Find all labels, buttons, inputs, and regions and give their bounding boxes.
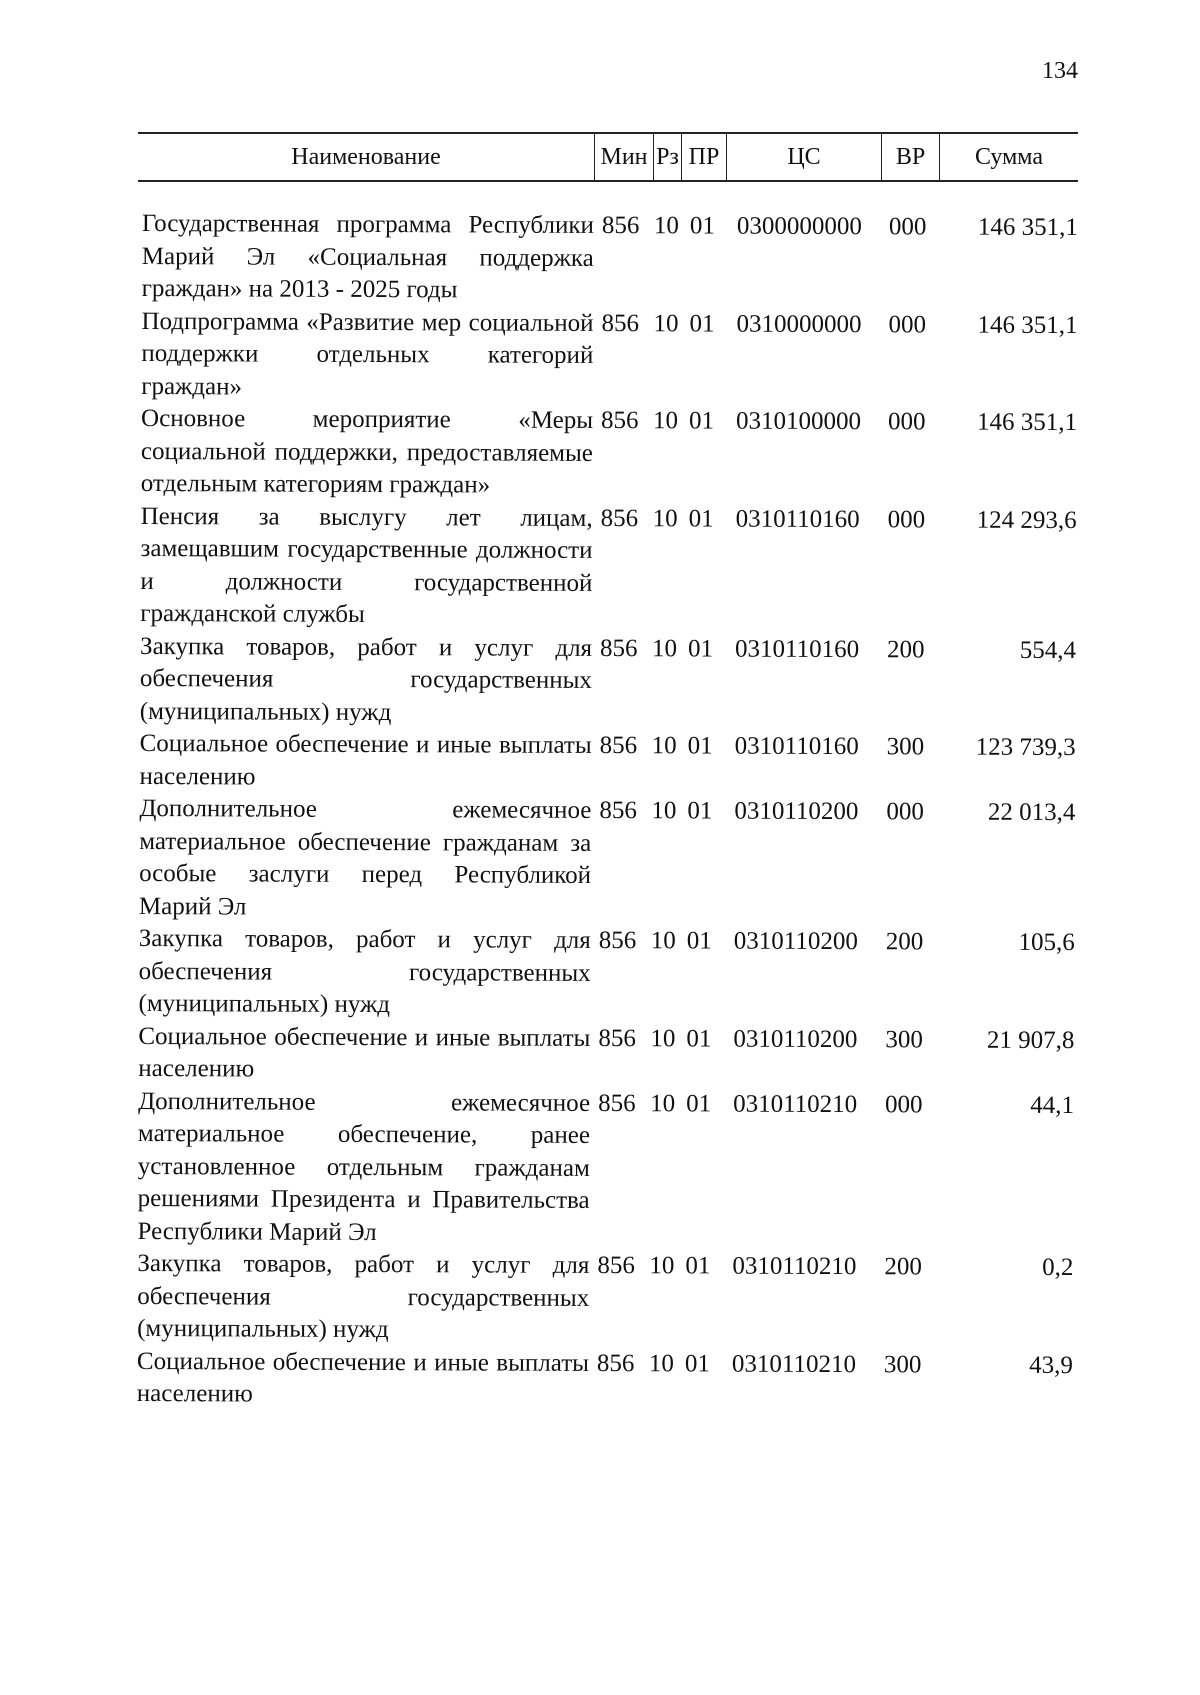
cell-name: Социальное обеспечение и иные выплаты населению <box>136 1347 590 1408</box>
cell-vr: 000 <box>888 213 927 241</box>
cell-cs: 0310110200 <box>733 1025 858 1053</box>
cell-name: Основное мероприятие «Меры социальной поддержки, предоставляемые отдельным категориям граждан» <box>140 404 594 499</box>
cell-vr: 200 <box>887 635 925 663</box>
cell-min: 856 <box>599 732 638 760</box>
cell-vr: 300 <box>883 1350 922 1378</box>
cell-name: Социальное обеспечение и иные выплаты населению <box>139 729 592 791</box>
table-row <box>138 1020 1078 1089</box>
cell-vr: 000 <box>885 1090 923 1118</box>
cell-rz: 10 <box>651 732 677 760</box>
cell-name: Дополнительное ежемесячное материальное обеспечение, ранее установленное отдельным гражданам решениями Президента и Правительства Республики Марий Эл <box>137 1087 591 1246</box>
cell-sum: 146 351,1 <box>977 408 1078 437</box>
cell-pr: 01 <box>685 1252 711 1280</box>
table-row <box>142 208 1082 310</box>
cell-sum: 0,2 <box>1042 1253 1074 1282</box>
cell-min: 856 <box>601 407 639 435</box>
table-row <box>139 728 1079 797</box>
cell-name: Пенсия за выслугу лет лицам, замещавшим государственные должности и должности государственной гражданской службы <box>140 502 593 628</box>
cell-min: 856 <box>600 634 638 662</box>
table-row <box>141 305 1081 407</box>
cell-sum: 124 293,6 <box>976 506 1077 534</box>
header-vr: ВР <box>881 134 939 180</box>
cell-cs: 0310110200 <box>733 927 858 956</box>
cell-pr: 01 <box>684 1349 711 1377</box>
cell-cs: 0310110210 <box>731 1350 857 1378</box>
cell-pr: 01 <box>687 797 713 825</box>
cell-vr: 000 <box>886 798 924 826</box>
cell-sum: 146 351,1 <box>977 213 1078 242</box>
cell-min: 856 <box>600 504 639 532</box>
cell-rz: 10 <box>652 634 678 662</box>
cell-sum: 22 013,4 <box>987 798 1076 827</box>
cell-pr: 01 <box>688 634 714 662</box>
cell-min: 856 <box>598 1089 636 1117</box>
cell-cs: 0310110210 <box>732 1252 857 1281</box>
cell-name: Социальное обеспечение и иные выплаты населению <box>138 1022 591 1083</box>
cell-name: Государственная программа Республики Марий Эл «Социальная поддержка граждан» на 2013 - 2025 годы <box>141 209 594 304</box>
header-sum: Сумма <box>939 134 1078 180</box>
cell-rz: 10 <box>653 407 679 435</box>
cell-pr: 01 <box>689 407 715 435</box>
table-row <box>137 1085 1078 1252</box>
cell-vr: 300 <box>886 733 925 761</box>
cell-cs: 0310110160 <box>734 732 859 761</box>
header-min: Мин <box>594 134 653 180</box>
cell-vr: 000 <box>887 505 926 533</box>
cell-rz: 10 <box>652 504 678 532</box>
cell-rz: 10 <box>649 1252 675 1280</box>
cell-cs: 0310110200 <box>734 797 859 826</box>
cell-rz: 10 <box>653 309 679 337</box>
cell-rz: 10 <box>653 212 679 240</box>
cell-sum: 21 907,8 <box>986 1026 1075 1054</box>
header-cs: ЦС <box>726 134 881 180</box>
cell-min: 856 <box>598 927 637 955</box>
cell-rz: 10 <box>648 1349 675 1377</box>
cell-rz: 10 <box>651 797 677 825</box>
cell-pr: 01 <box>686 1089 712 1117</box>
cell-name: Закупка товаров, работ и услуг для обеспечения государственных (муниципальных) нужд <box>137 1249 590 1344</box>
cell-name: Подпрограмма «Развитие мер социальной поддержки отдельных категорий граждан» <box>141 307 594 400</box>
cell-name: Закупка товаров, работ и услуг для обеспечения государственных (муниципальных) нужд <box>139 632 593 726</box>
table-header <box>138 132 1078 182</box>
table-row <box>138 923 1078 1025</box>
cell-pr: 01 <box>688 504 714 532</box>
cell-cs: 0300000000 <box>736 212 862 241</box>
table-row <box>139 793 1080 927</box>
cell-cs: 0310110210 <box>733 1090 858 1118</box>
cell-pr: 01 <box>689 212 715 240</box>
cell-vr: 000 <box>888 408 926 436</box>
table-row <box>141 403 1081 505</box>
cell-sum: 146 351,1 <box>977 311 1078 339</box>
cell-min: 856 <box>597 1251 635 1280</box>
cell-min: 856 <box>599 797 637 825</box>
table-row <box>137 1345 1077 1414</box>
cell-vr: 200 <box>885 928 924 956</box>
cell-cs: 0310110160 <box>735 635 860 663</box>
cell-cs: 0310110160 <box>735 505 860 533</box>
cell-cs: 0310100000 <box>736 407 862 436</box>
cell-sum: 105,6 <box>1018 928 1075 957</box>
cell-rz: 10 <box>650 1024 676 1052</box>
cell-rz: 10 <box>650 927 676 955</box>
header-pr: ПР <box>681 134 726 180</box>
page-number: 134 <box>1042 58 1078 84</box>
table-body <box>137 208 1082 1415</box>
cell-sum: 44,1 <box>1030 1091 1075 1119</box>
cell-vr: 300 <box>885 1025 923 1053</box>
table-row <box>140 500 1081 634</box>
cell-min: 856 <box>601 212 640 240</box>
cell-cs: 0310000000 <box>736 310 862 338</box>
table-row <box>140 630 1080 732</box>
cell-vr: 000 <box>888 310 927 338</box>
cell-name: Закупка товаров, работ и услуг для обеспечения государственных (муниципальных) нужд <box>138 924 591 1019</box>
cell-pr: 01 <box>686 927 712 955</box>
table-row <box>137 1248 1077 1350</box>
cell-sum: 43,9 <box>1029 1351 1074 1379</box>
header-rz: Рз <box>653 134 681 180</box>
cell-min: 856 <box>601 309 640 337</box>
cell-rz: 10 <box>650 1089 676 1117</box>
cell-sum: 123 739,3 <box>975 733 1076 762</box>
cell-pr: 01 <box>687 732 713 760</box>
cell-vr: 200 <box>884 1253 922 1281</box>
cell-name: Дополнительное ежемесячное материальное обеспечение гражданам за особые заслуги перед Республикой Марий Эл <box>138 794 592 920</box>
cell-pr: 01 <box>686 1024 712 1052</box>
cell-min: 856 <box>596 1349 635 1377</box>
cell-pr: 01 <box>689 309 715 337</box>
header-name: Наименование <box>291 143 441 170</box>
cell-sum: 554,4 <box>1019 636 1077 664</box>
cell-min: 856 <box>598 1024 636 1052</box>
